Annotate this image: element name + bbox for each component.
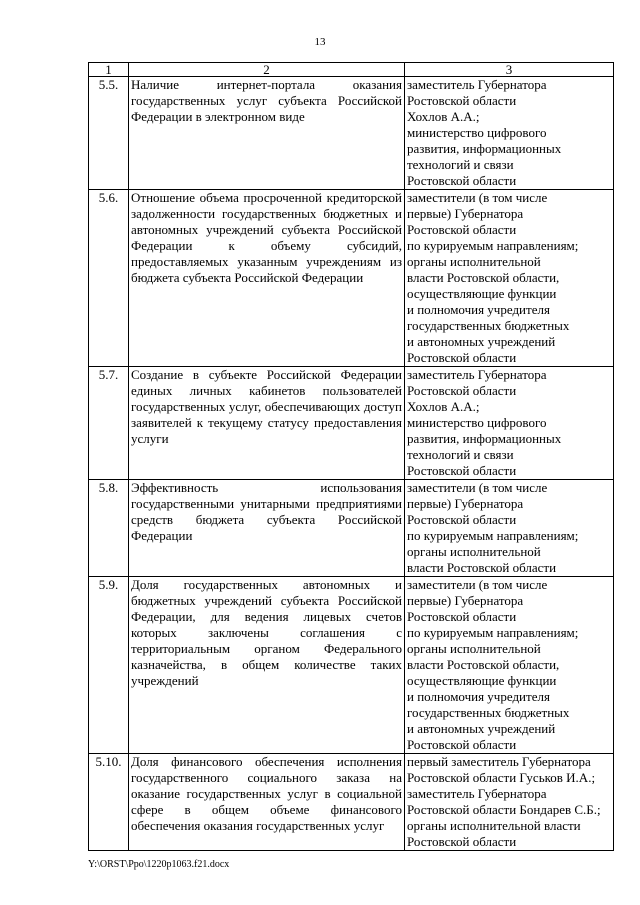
responsible-line: органы исполнительной [407,544,541,559]
responsible-line: министерство цифрового [407,415,547,430]
responsible-line: заместители (в том числе [407,577,548,592]
responsible-line: Ростовской области Бондарев С.Б.; [407,802,601,817]
responsible-line: власти Ростовской области, [407,270,560,285]
responsible-line: заместители (в том числе [407,480,548,495]
table-row [89,480,614,577]
indicator-description: Создание в субъекте Российской Федерации единых личных кабинетов пользователей государственных услуг, обеспечивающих доступ заявителей к текущему статусу предоставления услуги [129,367,405,480]
row-number: 5.8. [89,480,129,577]
responsible-line: Ростовской области [407,463,517,478]
responsible-line: Ростовской области [407,383,517,398]
indicator-description: Эффективность использования государственными унитарными предприятиями средств бюджета субъекта Российской Федерации [129,480,405,577]
responsible-line: осуществляющие функции [407,673,557,688]
responsible-line: развития, информационных [407,141,562,156]
header-col-3: 3 [405,63,614,77]
responsible-line: заместители (в том числе [407,190,548,205]
responsible-line: Ростовской области [407,350,517,365]
row-number: 5.7. [89,367,129,480]
table-row [89,577,614,754]
responsible-line: органы исполнительной [407,254,541,269]
responsible-executors [405,577,614,754]
table-row [89,367,614,480]
row-number: 5.9. [89,577,129,754]
responsible-line: органы исполнительной власти [407,818,581,833]
header-col-1: 1 [89,63,129,77]
responsible-line: министерство цифрового [407,125,547,140]
responsible-line: развития, информационных [407,431,562,446]
indicator-description: Наличие интернет-портала оказания государственных услуг субъекта Российской Федерации в электронном виде [129,77,405,190]
responsible-line: Ростовской области [407,512,517,527]
file-path-footer: Y:\ORST\Ppo\1220p1063.f21.docx [88,859,230,870]
responsible-line: заместитель Губернатора [407,77,547,92]
responsible-line: по курируемым направлениям; [407,238,579,253]
responsible-line: первый заместитель Губернатора [407,754,591,769]
indicator-description: Доля финансового обеспечения исполнения государственного социального заказа на оказание государственных услуг в социальной сфере в общем объеме финансового обеспечения оказания государственных услуг [129,754,405,851]
responsible-line: по курируемым направлениям; [407,528,579,543]
table-row [89,77,614,190]
responsible-line: власти Ростовской области [407,560,557,575]
responsible-executors [405,190,614,367]
page-number: 13 [314,36,326,48]
responsible-line: первые) Губернатора [407,206,524,221]
header-col-2: 2 [129,63,405,77]
responsible-line: Ростовской области [407,737,517,752]
row-number: 5.6. [89,190,129,367]
responsible-executors [405,754,614,851]
responsible-line: первые) Губернатора [407,496,524,511]
indicators-table [88,62,614,851]
responsible-executors [405,480,614,577]
responsible-line: Ростовской области [407,609,517,624]
responsible-line: Ростовской области Гуськов И.А.; [407,770,596,785]
responsible-executors [405,367,614,480]
responsible-line: технологий и связи [407,447,514,462]
responsible-line: технологий и связи [407,157,514,172]
table-row [89,190,614,367]
responsible-line: Хохлов А.А.; [407,109,480,124]
row-number: 5.10. [89,754,129,851]
table-header-row [89,63,614,77]
responsible-line: и автономных учреждений [407,721,556,736]
responsible-line: Ростовской области [407,222,517,237]
responsible-line: Ростовской области [407,173,517,188]
responsible-line: Хохлов А.А.; [407,399,480,414]
responsible-line: и полномочия учредителя [407,689,550,704]
responsible-line: и полномочия учредителя [407,302,550,317]
responsible-line: государственных бюджетных [407,318,570,333]
table-row [89,754,614,851]
indicator-description: Отношение объема просроченной кредиторской задолженности государственных бюджетных и автономных учреждений субъекта Российской Федерации к объему субсидий, предоставляемых указанным учреждениям из бюджета субъекта Российской Федерации [129,190,405,367]
responsible-executors [405,77,614,190]
responsible-line: органы исполнительной [407,641,541,656]
responsible-line: заместитель Губернатора [407,367,547,382]
responsible-line: осуществляющие функции [407,286,557,301]
responsible-line: Ростовской области [407,834,517,849]
responsible-line: по курируемым направлениям; [407,625,579,640]
responsible-line: первые) Губернатора [407,593,524,608]
row-number: 5.5. [89,77,129,190]
responsible-line: и автономных учреждений [407,334,556,349]
responsible-line: власти Ростовской области, [407,657,560,672]
responsible-line: Ростовской области [407,93,517,108]
responsible-line: государственных бюджетных [407,705,570,720]
responsible-line: заместитель Губернатора [407,786,547,801]
indicator-description: Доля государственных автономных и бюджетных учреждений субъекта Российской Федерации, для ведения лицевых счетов которых заключены соглашения с территориальным органом Федерального казначейства, в общем количестве таких учреждений [129,577,405,754]
